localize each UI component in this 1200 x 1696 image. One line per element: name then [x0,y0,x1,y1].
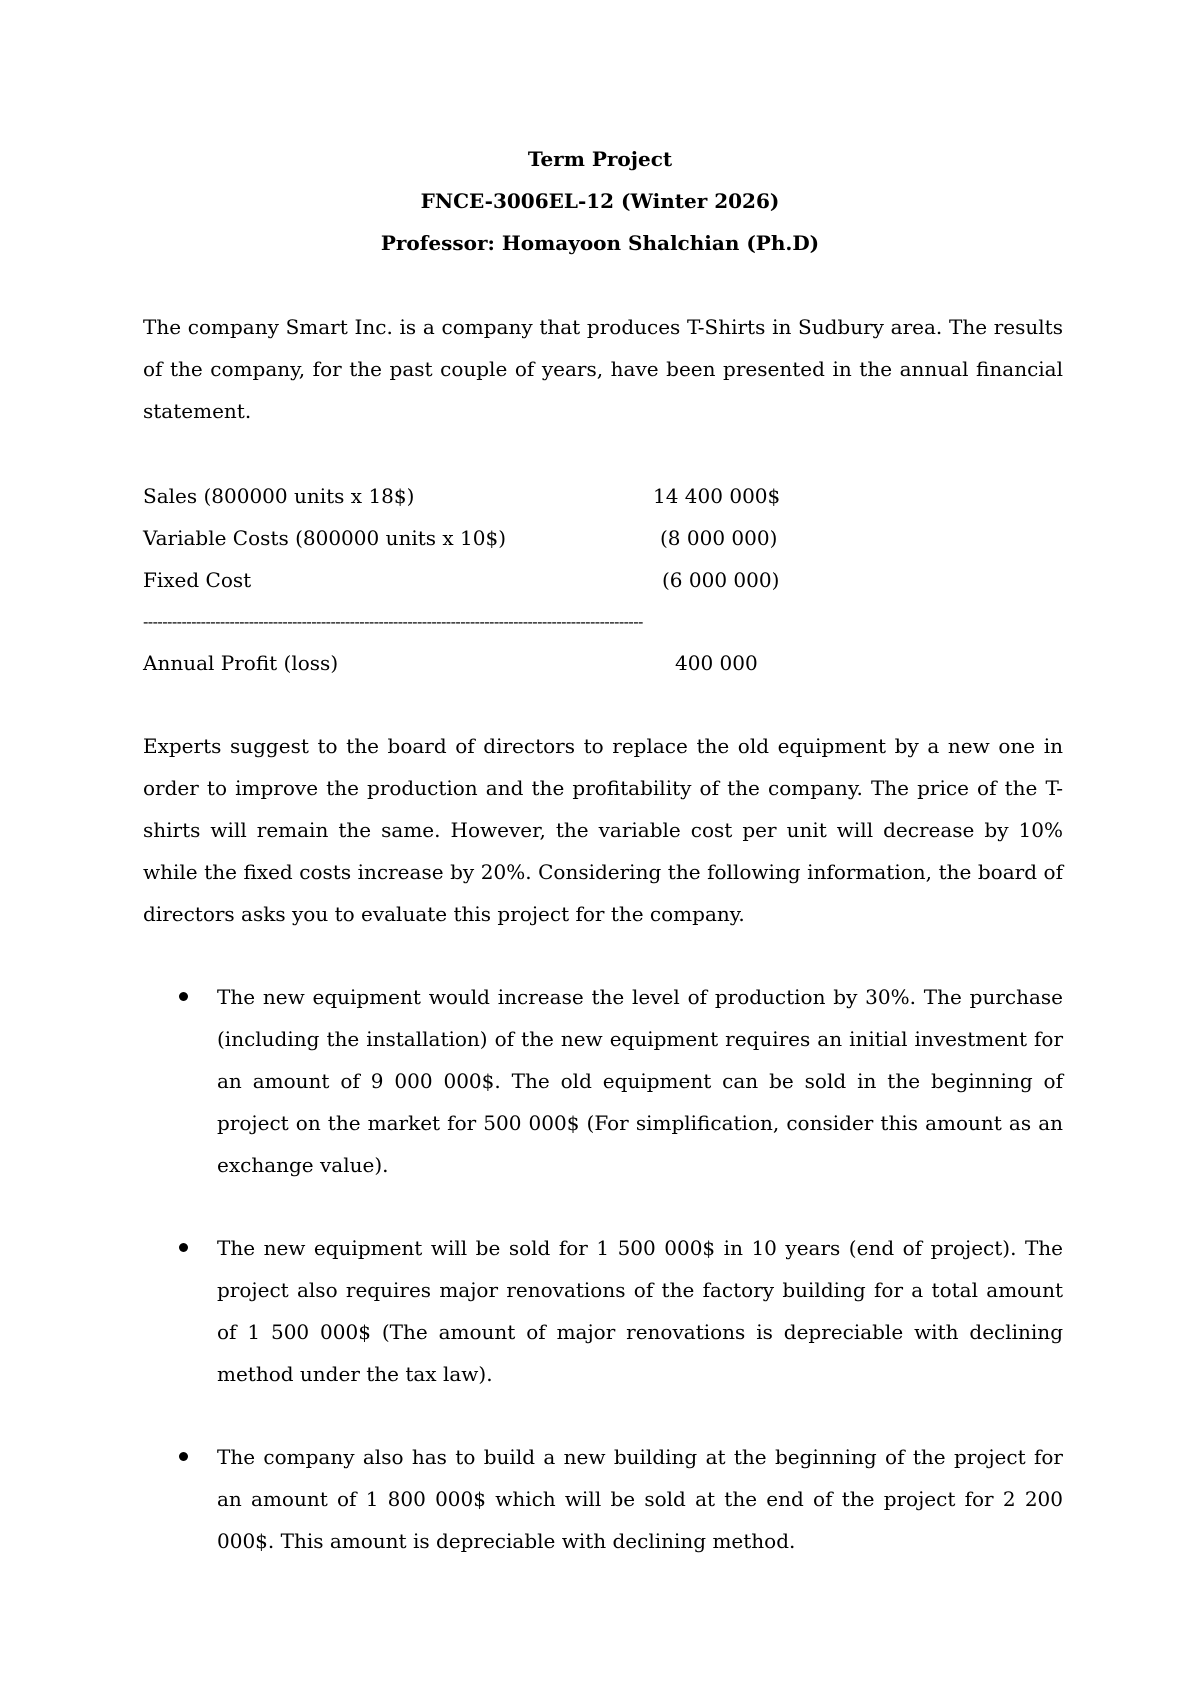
financial-row-label: Sales (800000 units x 18$) [143,484,415,508]
bullet-icon [179,992,188,1001]
separator-line: -------------------------------------------------------------------------------------------------------- [143,612,643,631]
financial-row-fixed-cost [143,565,1063,595]
financial-row-value: (8 000 000) [660,526,778,550]
financial-row-value: (6 000 000) [662,568,780,592]
financial-row-annual-profit [143,648,1063,678]
financial-row-label: Variable Costs (800000 units x 10$) [143,526,507,550]
financial-row-value: 14 400 000$ [653,484,781,508]
bullet-icon [179,1243,188,1252]
bullet-text: The new equipment will be sold for 1 500 000$ in 10 years (end of project). The project also requires major renovations of the factory building for a total amount of 1 500 000$ (The amount of major renovations is depreciable with declining method under the tax law). [217,1236,1063,1386]
document-title: Term Project [527,147,673,171]
intro-paragraph: The company Smart Inc. is a company that produces T-Shirts in Sudbury area. The results of the company, for the past couple of years, have been presented in the annual financial statement. [143,315,1063,423]
bullet-text: The company also has to build a new building at the beginning of the project for an amount of 1 800 000$ which will be sold at the end of the project for 2 200 000$. This amount is depreciable with declining method. [217,1445,1063,1553]
financial-total-label: Annual Profit (loss) [143,651,339,675]
financial-total-value: 400 000 [675,651,758,675]
professor-name: Professor: Homayoon Shalchian (Ph.D) [380,231,820,255]
financial-row-variable-costs [143,523,1063,553]
course-code: FNCE-3006EL-12 (Winter 2026) [420,189,780,213]
financial-row-label: Fixed Cost [143,568,252,592]
bullet-icon [179,1452,188,1461]
experts-paragraph: Experts suggest to the board of directors to replace the old equipment by a new one in order to improve the production and the profitability of the company. The price of the T-shirts will remain the same. However, the variable cost per unit will decrease by 10% while the fixed costs increase by 20%. Considering the following information, the board of directors asks you to evaluate this project for the company. [143,734,1063,926]
bullet-text: The new equipment would increase the level of production by 30%. The purchase (including the installation) of the new equipment requires an initial investment for an amount of 9 000 000$. The old equipment can be sold in the beginning of project on the market for 500 000$ (For simplification, consider this amount as an exchange value). [217,985,1063,1177]
financial-row-sales [143,481,1063,511]
